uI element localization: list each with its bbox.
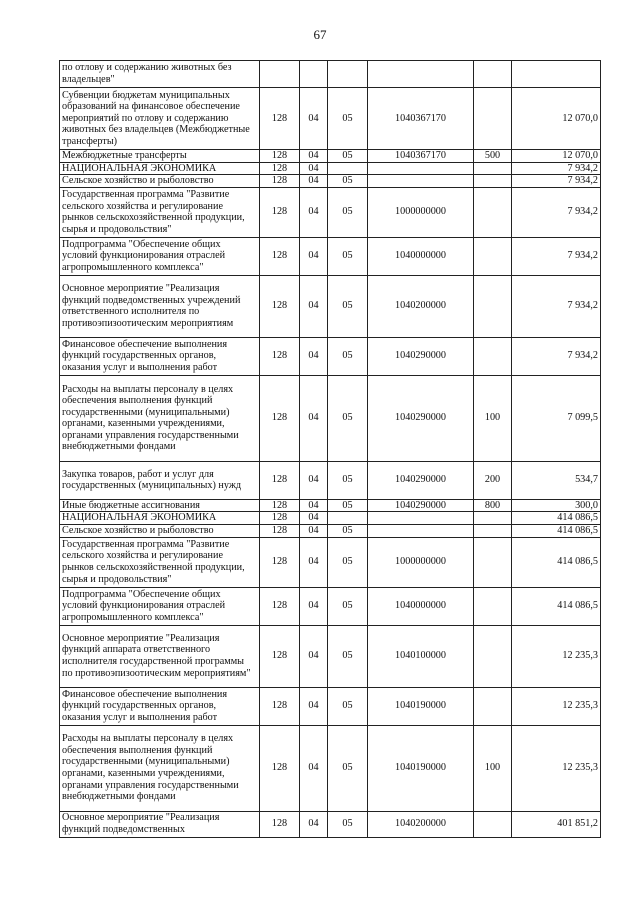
row-vr [474,275,512,337]
row-vr [474,162,512,175]
row-cs [368,524,474,537]
row-rz: 04 [300,175,328,188]
row-pr: 05 [328,537,368,587]
row-vr [474,524,512,537]
row-gr: 128 [260,725,300,811]
row-cs: 1040290000 [368,461,474,499]
row-cs [368,61,474,88]
row-name: по отлову и содержанию животных без владельцев" [60,61,260,88]
row-sum: 12 235,3 [512,625,601,687]
row-vr [474,187,512,237]
row-sum: 414 086,5 [512,512,601,525]
row-pr: 05 [328,337,368,375]
row-gr: 128 [260,811,300,837]
row-rz: 04 [300,524,328,537]
row-sum: 534,7 [512,461,601,499]
table-row [60,687,601,725]
row-rz: 04 [300,725,328,811]
row-name: НАЦИОНАЛЬНАЯ ЭКОНОМИКА [60,512,260,525]
row-vr [474,811,512,837]
row-gr: 128 [260,687,300,725]
row-vr [474,237,512,275]
row-gr: 128 [260,461,300,499]
table-row [60,175,601,188]
page-number: 67 [313,27,327,42]
row-cs: 1040367170 [368,150,474,163]
row-cs: 1040290000 [368,499,474,512]
row-sum: 7 934,2 [512,337,601,375]
table-row [60,524,601,537]
row-vr [474,175,512,188]
row-rz: 04 [300,499,328,512]
row-cs: 1040190000 [368,725,474,811]
row-gr [260,61,300,88]
row-gr: 128 [260,187,300,237]
row-sum: 12 070,0 [512,88,601,150]
row-rz: 04 [300,811,328,837]
budget-table [59,60,601,838]
row-vr [474,337,512,375]
row-cs: 1040000000 [368,587,474,625]
row-name: Основное мероприятие "Реализация функций аппарата ответственного исполнителя государственной программы по противоэпизоотическим мероприятиям" [60,625,260,687]
row-name: Государственная программа "Развитие сельского хозяйства и регулирование рынков сельскохозяйственной продукции, сырья и продовольствия" [60,537,260,587]
row-cs: 1000000000 [368,537,474,587]
row-vr: 100 [474,375,512,461]
row-rz: 04 [300,375,328,461]
row-cs: 1040100000 [368,625,474,687]
row-sum: 7 934,2 [512,237,601,275]
row-vr [474,61,512,88]
row-pr: 05 [328,88,368,150]
row-sum: 7 099,5 [512,375,601,461]
row-pr [328,61,368,88]
row-cs: 1040290000 [368,375,474,461]
row-cs: 1040200000 [368,275,474,337]
row-sum: 12 070,0 [512,150,601,163]
row-rz: 04 [300,537,328,587]
table-row [60,88,601,150]
row-gr: 128 [260,499,300,512]
row-rz: 04 [300,275,328,337]
table-row [60,375,601,461]
row-pr: 05 [328,275,368,337]
row-name: Межбюджетные трансферты [60,150,260,163]
row-sum: 7 934,2 [512,162,601,175]
table-row [60,337,601,375]
row-rz: 04 [300,187,328,237]
table-row [60,499,601,512]
row-name: Основное мероприятие "Реализация функций подведомственных учреждений ответственного исполнителя по противоэпизоотическим мероприятиям [60,275,260,337]
row-name: Государственная программа "Развитие сельского хозяйства и регулирование рынков сельскохозяйственной продукции, сырья и продовольствия" [60,187,260,237]
row-cs: 1000000000 [368,187,474,237]
row-name: Сельское хозяйство и рыболовство [60,524,260,537]
row-gr: 128 [260,625,300,687]
row-gr: 128 [260,162,300,175]
row-rz: 04 [300,162,328,175]
row-vr: 200 [474,461,512,499]
row-gr: 128 [260,587,300,625]
row-sum: 300,0 [512,499,601,512]
row-rz: 04 [300,88,328,150]
row-pr: 05 [328,811,368,837]
row-pr: 05 [328,375,368,461]
row-gr: 128 [260,275,300,337]
row-vr: 800 [474,499,512,512]
row-rz: 04 [300,625,328,687]
row-gr: 128 [260,512,300,525]
row-name: Сельское хозяйство и рыболовство [60,175,260,188]
row-gr: 128 [260,337,300,375]
row-cs [368,175,474,188]
table-row [60,625,601,687]
row-pr: 05 [328,461,368,499]
row-gr: 128 [260,175,300,188]
row-name: Финансовое обеспечение выполнения функций государственных органов, оказания услуг и выполнения работ [60,687,260,725]
row-cs: 1040367170 [368,88,474,150]
row-sum: 414 086,5 [512,537,601,587]
table-row [60,61,601,88]
row-pr: 05 [328,687,368,725]
row-sum: 414 086,5 [512,587,601,625]
row-name: Закупка товаров, работ и услуг для государственных (муниципальных) нужд [60,461,260,499]
row-name: НАЦИОНАЛЬНАЯ ЭКОНОМИКА [60,162,260,175]
budget-table-body [60,61,601,838]
row-rz: 04 [300,512,328,525]
table-row [60,725,601,811]
table-row [60,162,601,175]
row-gr: 128 [260,524,300,537]
row-vr [474,687,512,725]
table-row [60,275,601,337]
row-cs: 1040200000 [368,811,474,837]
row-cs [368,512,474,525]
row-vr: 500 [474,150,512,163]
row-cs: 1040190000 [368,687,474,725]
row-sum: 7 934,2 [512,275,601,337]
row-pr [328,162,368,175]
row-pr: 05 [328,499,368,512]
row-rz: 04 [300,461,328,499]
row-cs: 1040290000 [368,337,474,375]
row-sum [512,61,601,88]
row-vr [474,512,512,525]
row-name: Расходы на выплаты персоналу в целях обеспечения выполнения функций государственными (муниципальными) органами, казенными учреждениями, органами управления государственными внебюджетными фондами [60,725,260,811]
row-gr: 128 [260,88,300,150]
row-pr: 05 [328,587,368,625]
row-pr: 05 [328,175,368,188]
table-row [60,587,601,625]
row-vr [474,587,512,625]
row-pr: 05 [328,237,368,275]
row-gr: 128 [260,375,300,461]
row-name: Субвенции бюджетам муниципальных образований на финансовое обеспечение мероприятий по отлову и содержанию животных без владельцев (Межбюджетные трансферты) [60,88,260,150]
row-pr: 05 [328,625,368,687]
row-vr: 100 [474,725,512,811]
row-sum: 12 235,3 [512,725,601,811]
row-rz: 04 [300,237,328,275]
row-vr [474,625,512,687]
table-row [60,150,601,163]
row-rz [300,61,328,88]
row-gr: 128 [260,237,300,275]
row-cs: 1040000000 [368,237,474,275]
row-pr [328,512,368,525]
row-name: Финансовое обеспечение выполнения функций государственных органов, оказания услуг и выполнения работ [60,337,260,375]
row-pr: 05 [328,150,368,163]
row-pr: 05 [328,524,368,537]
row-sum: 414 086,5 [512,524,601,537]
table-row [60,537,601,587]
row-pr: 05 [328,187,368,237]
row-rz: 04 [300,587,328,625]
row-sum: 7 934,2 [512,187,601,237]
table-row [60,512,601,525]
row-vr [474,537,512,587]
row-sum: 12 235,3 [512,687,601,725]
row-name: Подпрограмма "Обеспечение общих условий функционирования отраслей агропромышленного комплекса" [60,237,260,275]
row-gr: 128 [260,537,300,587]
row-rz: 04 [300,150,328,163]
row-sum: 401 851,2 [512,811,601,837]
row-name: Расходы на выплаты персоналу в целях обеспечения выполнения функций государственными (муниципальными) органами, казенными учреждениями, органами управления государственными внебюджетными фондами [60,375,260,461]
row-vr [474,88,512,150]
row-name: Основное мероприятие "Реализация функций подведомственных [60,811,260,837]
row-cs [368,162,474,175]
row-gr: 128 [260,150,300,163]
table-row [60,811,601,837]
row-sum: 7 934,2 [512,175,601,188]
table-row [60,237,601,275]
row-rz: 04 [300,687,328,725]
row-name: Иные бюджетные ассигнования [60,499,260,512]
row-rz: 04 [300,337,328,375]
row-pr: 05 [328,725,368,811]
table-row [60,461,601,499]
row-name: Подпрограмма "Обеспечение общих условий функционирования отраслей агропромышленного комплекса" [60,587,260,625]
table-row [60,187,601,237]
